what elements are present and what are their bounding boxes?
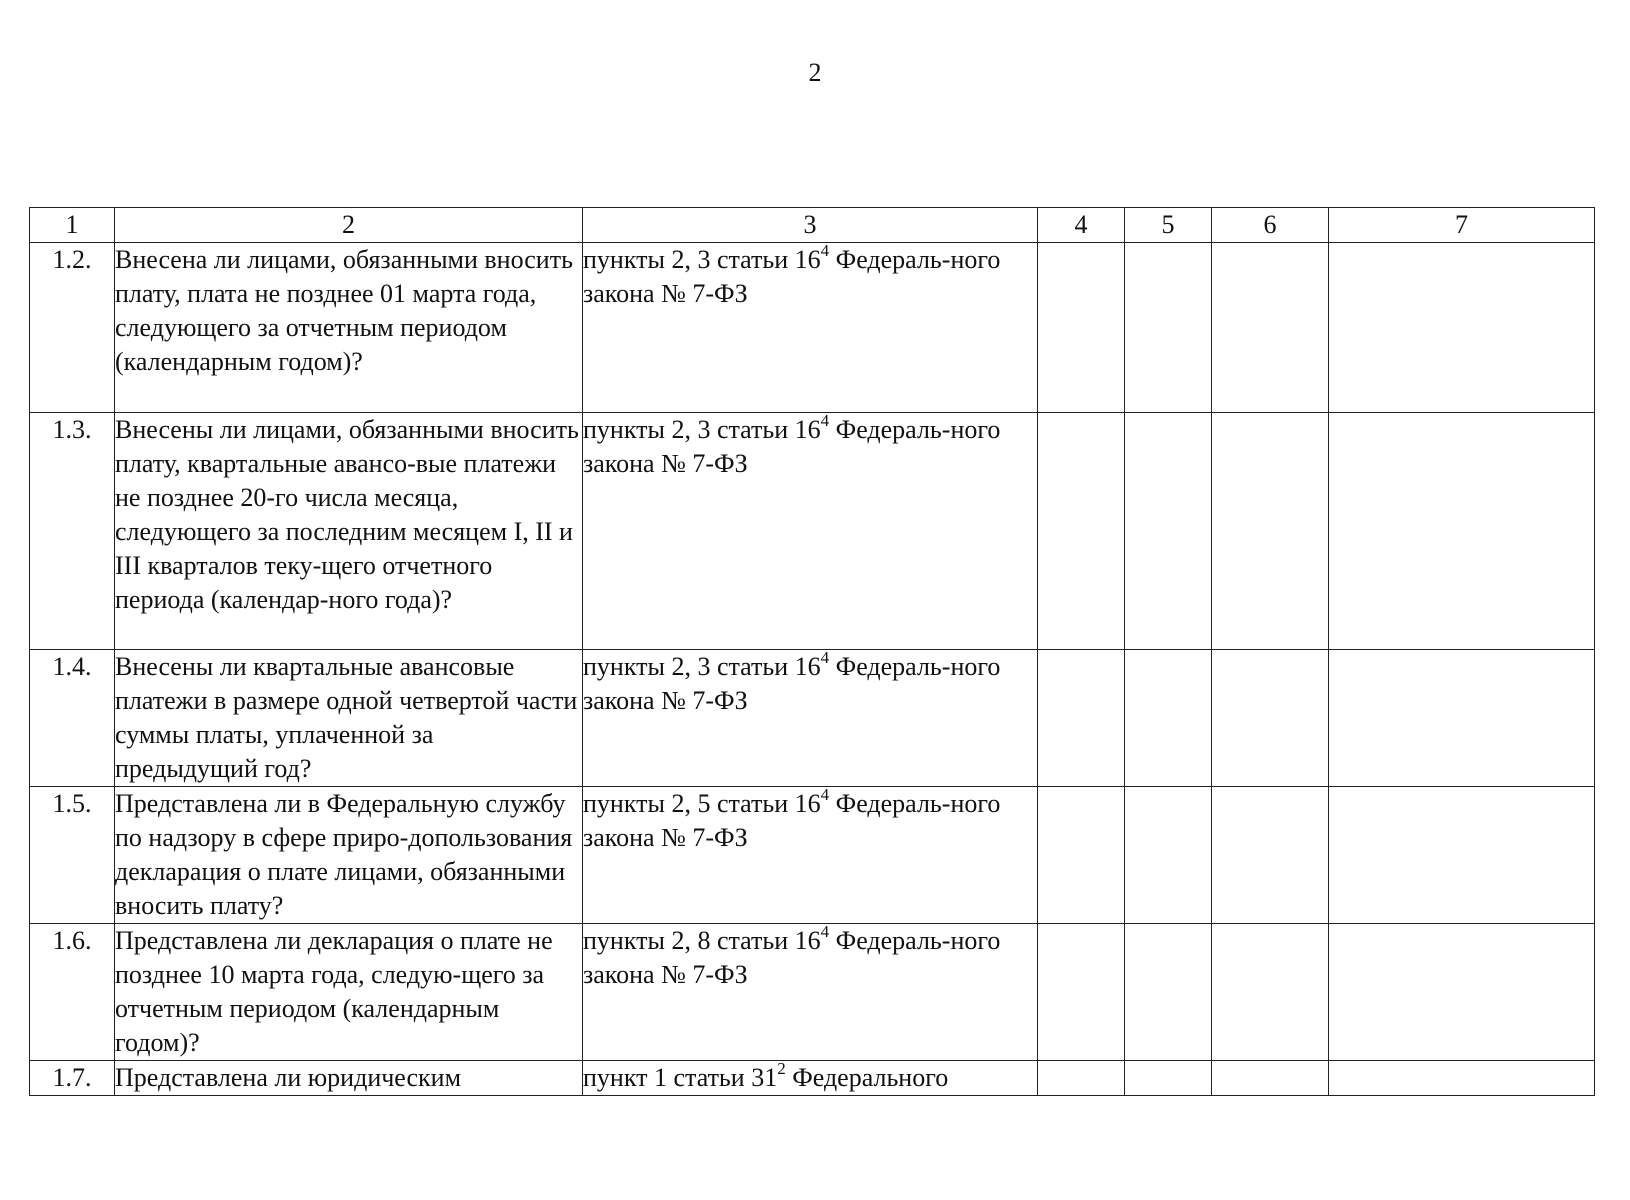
answer-cell-no[interactable] (1125, 650, 1212, 787)
row-number: 1.7. (30, 1061, 115, 1096)
checklist-table (29, 207, 1595, 1096)
answer-cell-na[interactable] (1212, 413, 1329, 650)
reference-prefix: пункты 2, 5 статьи 16 (583, 789, 821, 818)
reference-suffix: Федераль-ного закона № 7-ФЗ (583, 652, 1001, 715)
row-number: 1.2. (30, 243, 115, 413)
reference-prefix: пункты 2, 8 статьи 16 (583, 926, 821, 955)
notes-cell[interactable] (1329, 243, 1595, 413)
header-row (30, 208, 1595, 243)
reference-prefix: пункт 1 статьи 31 (583, 1063, 778, 1092)
page-number: 2 (808, 58, 822, 87)
row-number: 1.3. (30, 413, 115, 650)
table-row (30, 924, 1595, 1061)
reference-superscript: 4 (820, 922, 830, 942)
legal-reference (583, 1061, 1038, 1096)
table-row (30, 243, 1595, 413)
notes-cell[interactable] (1329, 787, 1595, 924)
table-row (30, 650, 1595, 787)
reference-suffix: Федерального (785, 1063, 949, 1092)
legal-reference (583, 924, 1038, 1061)
column-header-5: 5 (1125, 208, 1212, 243)
reference-superscript: 4 (820, 241, 830, 261)
answer-cell-yes[interactable] (1038, 243, 1125, 413)
answer-cell-na[interactable] (1212, 650, 1329, 787)
reference-superscript: 4 (820, 785, 830, 805)
reference-superscript: 4 (820, 648, 830, 668)
reference-prefix: пункты 2, 3 статьи 16 (583, 652, 821, 681)
row-number: 1.6. (30, 924, 115, 1061)
answer-cell-na[interactable] (1212, 243, 1329, 413)
column-header-4: 4 (1038, 208, 1125, 243)
question-text: Внесена ли лицами, обязанными вносить плату, плата не позднее 01 марта года, следующего за отчетным периодом (календарным годом)? (115, 243, 583, 413)
reference-suffix: Федераль-ного закона № 7-ФЗ (583, 789, 1001, 852)
question-text: Внесены ли лицами, обязанными вносить плату, квартальные авансо-вые платежи не позднее 20-го числа месяца, следующего за последним месяцем I, II и III кварталов теку-щего отчетного периода (календар-ного года)? (115, 413, 583, 650)
legal-reference (583, 243, 1038, 413)
answer-cell-na[interactable] (1212, 924, 1329, 1061)
answer-cell-no[interactable] (1125, 243, 1212, 413)
answer-cell-yes[interactable] (1038, 924, 1125, 1061)
answer-cell-yes[interactable] (1038, 787, 1125, 924)
question-text: Внесены ли квартальные авансовые платежи в размере одной четвертой части суммы платы, уплаченной за предыдущий год? (115, 650, 583, 787)
question-text: Представлена ли декларация о плате не позднее 10 марта года, следую-щего за отчетным периодом (календарным годом)? (115, 924, 583, 1061)
answer-cell-yes[interactable] (1038, 413, 1125, 650)
answer-cell-no[interactable] (1125, 924, 1212, 1061)
question-text: Представлена ли в Федеральную службу по надзору в сфере приро-допользования декларация о плате лицами, обязанными вносить плату? (115, 787, 583, 924)
notes-cell[interactable] (1329, 650, 1595, 787)
notes-cell[interactable] (1329, 1061, 1595, 1096)
notes-cell[interactable] (1329, 413, 1595, 650)
answer-cell-no[interactable] (1125, 787, 1212, 924)
reference-suffix: Федераль-ного закона № 7-ФЗ (583, 415, 1001, 478)
answer-cell-na[interactable] (1212, 787, 1329, 924)
column-header-3: 3 (583, 208, 1038, 243)
notes-cell[interactable] (1329, 924, 1595, 1061)
legal-reference (583, 650, 1038, 787)
reference-prefix: пункты 2, 3 статьи 16 (583, 415, 821, 444)
column-header-7: 7 (1329, 208, 1595, 243)
answer-cell-yes[interactable] (1038, 650, 1125, 787)
row-number: 1.5. (30, 787, 115, 924)
reference-suffix: Федераль-ного закона № 7-ФЗ (583, 926, 1001, 989)
reference-superscript: 4 (820, 411, 830, 431)
legal-reference (583, 787, 1038, 924)
reference-suffix: Федераль-ного закона № 7-ФЗ (583, 245, 1001, 308)
answer-cell-na[interactable] (1212, 1061, 1329, 1096)
reference-superscript: 2 (777, 1060, 786, 1079)
question-text: Представлена ли юридическим (115, 1061, 583, 1096)
reference-prefix: пункты 2, 3 статьи 16 (583, 245, 821, 274)
row-number: 1.4. (30, 650, 115, 787)
column-header-2: 2 (115, 208, 583, 243)
column-header-1: 1 (30, 208, 115, 243)
table-row (30, 787, 1595, 924)
answer-cell-no[interactable] (1125, 413, 1212, 650)
column-header-6: 6 (1212, 208, 1329, 243)
legal-reference (583, 413, 1038, 650)
answer-cell-no[interactable] (1125, 1061, 1212, 1096)
answer-cell-yes[interactable] (1038, 1061, 1125, 1096)
table-row (30, 413, 1595, 650)
table-row (30, 1061, 1595, 1096)
